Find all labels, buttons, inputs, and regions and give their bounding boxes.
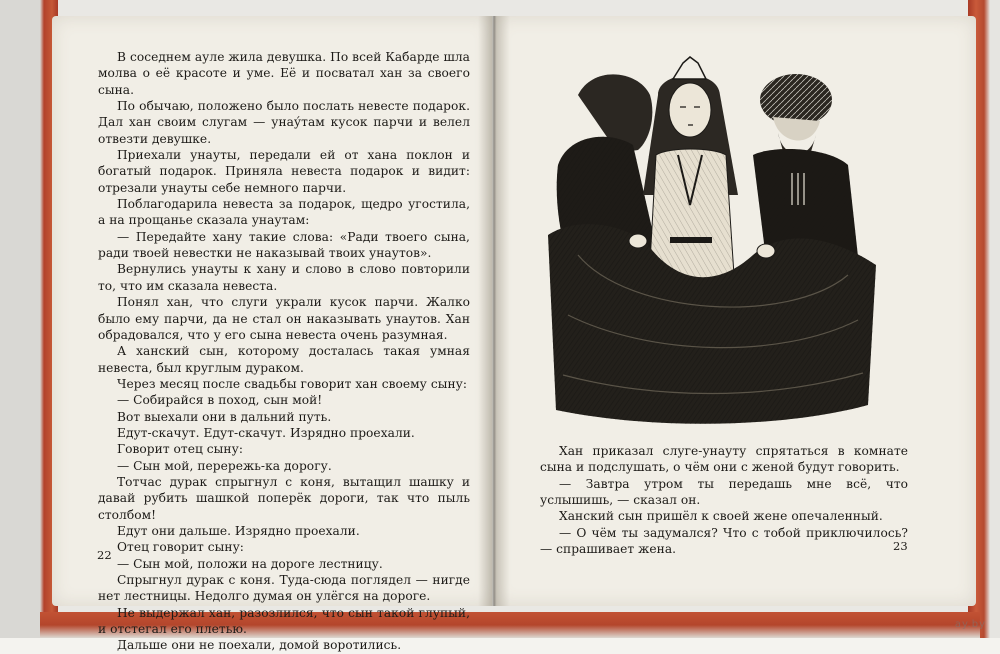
paragraph: Тотчас дурак спрыгнул с коня, вытащил шашку и давай рубить шашкой поперёк дороги, так что пыль столбом! (98, 474, 470, 522)
paragraph: Вот выехали они в дальний путь. (117, 409, 332, 424)
book-gutter (478, 16, 510, 606)
paragraph: — Передайте хану такие слова: «Ради твоего сына, ради твоей невестки не наказывай твоих унаутов». (98, 229, 470, 261)
paragraph: — Завтра утром ты передашь мне всё, что услышишь, — сказал он. (540, 476, 908, 508)
paragraph: Отец говорит сыну: (117, 540, 244, 555)
paragraph: Едут-скачут. Едут-скачут. Изрядно проехали. (117, 425, 415, 440)
paragraph: Вернулись унауты к хану и слово в слово повторили то, что им сказала невеста. (98, 262, 470, 293)
paragraph: Не выдержал хан, разозлился, что сын такой глупый, и отстегал его плетью. (98, 605, 470, 637)
paragraph: В соседнем ауле жила девушка. По всей Кабарде шла молва о её красоте и уме. Её и посватал хан за своего сына. (98, 50, 470, 97)
paragraph: Дальше они не поехали, домой воротились. (117, 638, 402, 653)
watermark: ay.by (954, 619, 986, 630)
paragraph: Понял хан, что слуги украли кусок парчи. Жалко было ему парчи, да не стал он наказывать унаутов. Хан обрадовался, что у его сына невеста очень разумная. (98, 295, 470, 342)
page-number-right: 23 (893, 539, 908, 553)
paragraph: Ханский сын пришёл к своей жене опечаленный. (559, 509, 883, 524)
paragraph: — Сын мой, положи на дороге лестницу. (117, 556, 383, 571)
paragraph: По обычаю, положено было послать невесте подарок. Дал хан своим слугам — унау́там кусок парчи и велел отвезти девушке. (98, 99, 470, 146)
woman-with-brocade-and-two-men-illustration (538, 55, 880, 431)
paragraph: Поблагодарила невеста за подарок, щедро угостила, а на прощанье сказала унаутам: (98, 197, 470, 228)
paragraph: Хан приказал слуге-унауту спрятаться в комнате сына и подслушать, о чём они с женой будут говорить. (540, 444, 908, 475)
paragraph: Говорит отец сыну: (117, 442, 243, 457)
paragraph: Через месяц после свадьбы говорит хан своему сыну: (117, 376, 467, 391)
paragraph: Приехали унауты, передали ей от хана поклон и богатый подарок. Приняла невеста подарок и видит: отрезали унауты себе немного парчи. (98, 148, 470, 195)
left-page-text (98, 49, 470, 654)
paragraph: Едут они дальше. Изрядно проехали. (117, 523, 360, 538)
page-number-left: 22 (97, 548, 112, 562)
cover-edge-left (0, 0, 58, 638)
paragraph: — О чём ты задумался? Что с тобой приключилось? — спрашивает жена. (540, 525, 908, 557)
paragraph: — Сын мой, перережь-ка дорогу. (117, 458, 332, 473)
paragraph: А ханский сын, которому досталась такая умная невеста, был круглым дураком. (98, 344, 470, 375)
paragraph: Спрыгнул дурак с коня. Туда-сюда поглядел — нигде нет лестницы. Недолго думая он улёгся на дороге. (98, 573, 470, 604)
right-page-text (540, 443, 908, 557)
paragraph: — Собирайся в поход, сын мой! (117, 393, 323, 408)
